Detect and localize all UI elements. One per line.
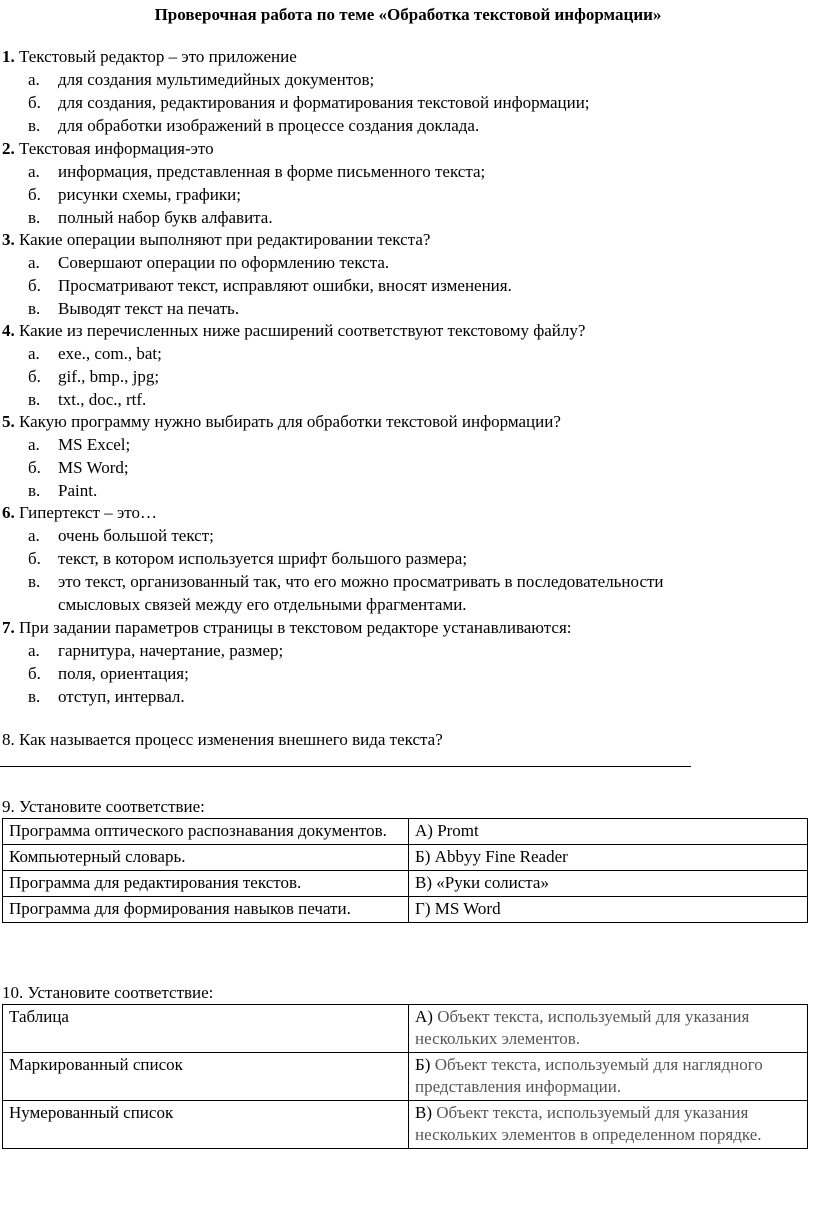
option-item [28,184,241,206]
question-3 [2,229,430,251]
page-title: Проверочная работа по теме «Обработка текстовой информации» [154,5,662,24]
question-4 [2,320,585,342]
table-cell: Б) Abbyy Fine Reader [409,845,808,871]
option-text: полный набор букв алфавита. [58,208,273,227]
table-cell [409,1005,808,1053]
option-text: информация, представленная в форме письменного текста; [58,162,486,181]
question-2 [2,138,214,160]
option-text: для обработки изображений в процессе создания доклада. [58,116,480,135]
table-cell: Компьютерный словарь. [3,845,409,871]
option-text: рисунки схемы, графики; [58,185,241,204]
option-item [28,480,97,502]
table-cell: Программа для редактирования текстов. [3,871,409,897]
option-item [28,92,590,114]
option-text: MS Excel; [58,435,131,454]
table-cell [409,1053,808,1101]
table-cell: Программа оптического распознавания документов. [3,819,409,845]
question-number: 7. [2,618,15,637]
table-row [3,845,808,871]
option-text: Просматривают текст, исправляют ошибки, вносят изменения. [58,276,512,295]
option-item [28,663,189,685]
option-mark: б. [28,185,41,204]
table-row [3,897,808,923]
option-mark: а. [28,344,40,363]
option-text: exe., com., bat; [58,344,162,363]
option-text: это текст, организованный так, что его можно просматривать в последовательности [58,572,664,591]
option-mark: а. [28,435,40,454]
option-mark: б. [28,664,41,683]
question-text: Текстовая информация-это [14,139,214,158]
table-row [3,1053,808,1101]
option-item [28,686,185,708]
option-item [28,366,159,388]
table-cell: Нумерованный список [3,1101,409,1149]
match-letter: В) [415,1103,432,1122]
option-item [28,571,664,593]
table-cell: Маркированный список [3,1053,409,1101]
question-text: Какие из перечисленных ниже расширений соответствуют текстовому файлу? [14,321,586,340]
option-mark: а. [28,526,40,545]
option-item [28,252,389,274]
question-6 [2,502,157,524]
table-row [3,1101,808,1149]
option-text: для создания, редактирования и форматирования текстовой информации; [58,93,590,112]
table-cell [409,1101,808,1149]
match-description: Объект текста, используемый для наглядного представления информации. [415,1055,763,1096]
option-mark: в. [28,299,41,318]
match-description: Объект текста, используемый для указания нескольких элементов в определенном порядке. [415,1103,762,1144]
option-text: MS Word; [58,458,129,477]
option-mark: в. [28,116,41,135]
option-mark: а. [28,162,40,181]
question-text: Текстовый редактор – это приложение [14,47,297,66]
option-item [28,69,374,91]
match-letter: Б) [415,1055,431,1074]
question-number: 4. [2,321,15,340]
table-row [3,871,808,897]
option-text: txt., doc., rtf. [58,390,147,409]
option-item [28,115,479,137]
option-mark: в. [28,208,41,227]
option-text: отступ, интервал. [58,687,185,706]
option-item [28,275,512,297]
question-5 [2,411,561,433]
option-item [28,457,129,479]
option-mark: б. [28,367,41,386]
option-text: поля, ориентация; [58,664,189,683]
table-cell: Г) MS Word [409,897,808,923]
question-number: 6. [2,503,15,522]
question-text: При задании параметров страницы в текстовом редакторе устанавливаются: [14,618,572,637]
option-item [28,161,485,183]
option-text: для создания мультимедийных документов; [58,70,375,89]
option-mark: в. [28,481,41,500]
question-7 [2,617,572,639]
option-item [28,434,130,456]
matching-table-10 [2,1004,808,1149]
option-mark: б. [28,93,41,112]
option-mark: а. [28,641,40,660]
question-1 [2,46,297,68]
option-text: очень большой текст; [58,526,214,545]
option-continuation: смысловых связей между его отдельными фрагментами. [58,595,467,614]
table-cell: Программа для формирования навыков печати. [3,897,409,923]
option-item [28,640,283,662]
option-text: Выводят текст на печать. [58,299,240,318]
table-cell: Таблица [3,1005,409,1053]
match-letter: А) [415,1007,433,1026]
option-text: gif., bmp., jpg; [58,367,160,386]
option-text: Paint. [58,481,98,500]
option-text: гарнитура, начертание, размер; [58,641,284,660]
question-text: Гипертекст – это… [14,503,157,522]
option-mark: б. [28,458,41,477]
option-item [28,343,162,365]
option-item [28,389,146,411]
option-text: Совершают операции по оформлению текста. [58,253,390,272]
option-mark: б. [28,276,41,295]
question-9-heading: 9. Установите соответствие: [2,797,205,816]
matching-table-9 [2,818,808,923]
option-text: текст, в котором используется шрифт большого размера; [58,549,468,568]
option-item [28,548,467,570]
table-row [3,819,808,845]
option-mark: в. [28,572,41,591]
option-mark: б. [28,549,41,568]
table-cell: В) «Руки солиста» [409,871,808,897]
option-item [28,525,214,547]
option-mark: в. [28,390,41,409]
option-mark: в. [28,687,41,706]
question-text: Какую программу нужно выбирать для обработки текстовой информации? [14,412,561,431]
option-mark: а. [28,253,40,272]
option-mark: а. [28,70,40,89]
question-number: 2. [2,139,15,158]
question-text: Какие операции выполняют при редактировании текста? [14,230,431,249]
option-item [28,298,239,320]
table-cell: А) Promt [409,819,808,845]
table-row [3,1005,808,1053]
question-number: 1. [2,47,15,66]
option-item [28,207,273,229]
question-8: 8. Как называется процесс изменения внешнего вида текста? [2,730,443,749]
question-number: 3. [2,230,15,249]
match-description: Объект текста, используемый для указания нескольких элементов. [415,1007,750,1048]
answer-line[interactable] [0,766,691,767]
question-number: 5. [2,412,15,431]
question-10-heading: 10. Установите соответствие: [2,983,214,1002]
